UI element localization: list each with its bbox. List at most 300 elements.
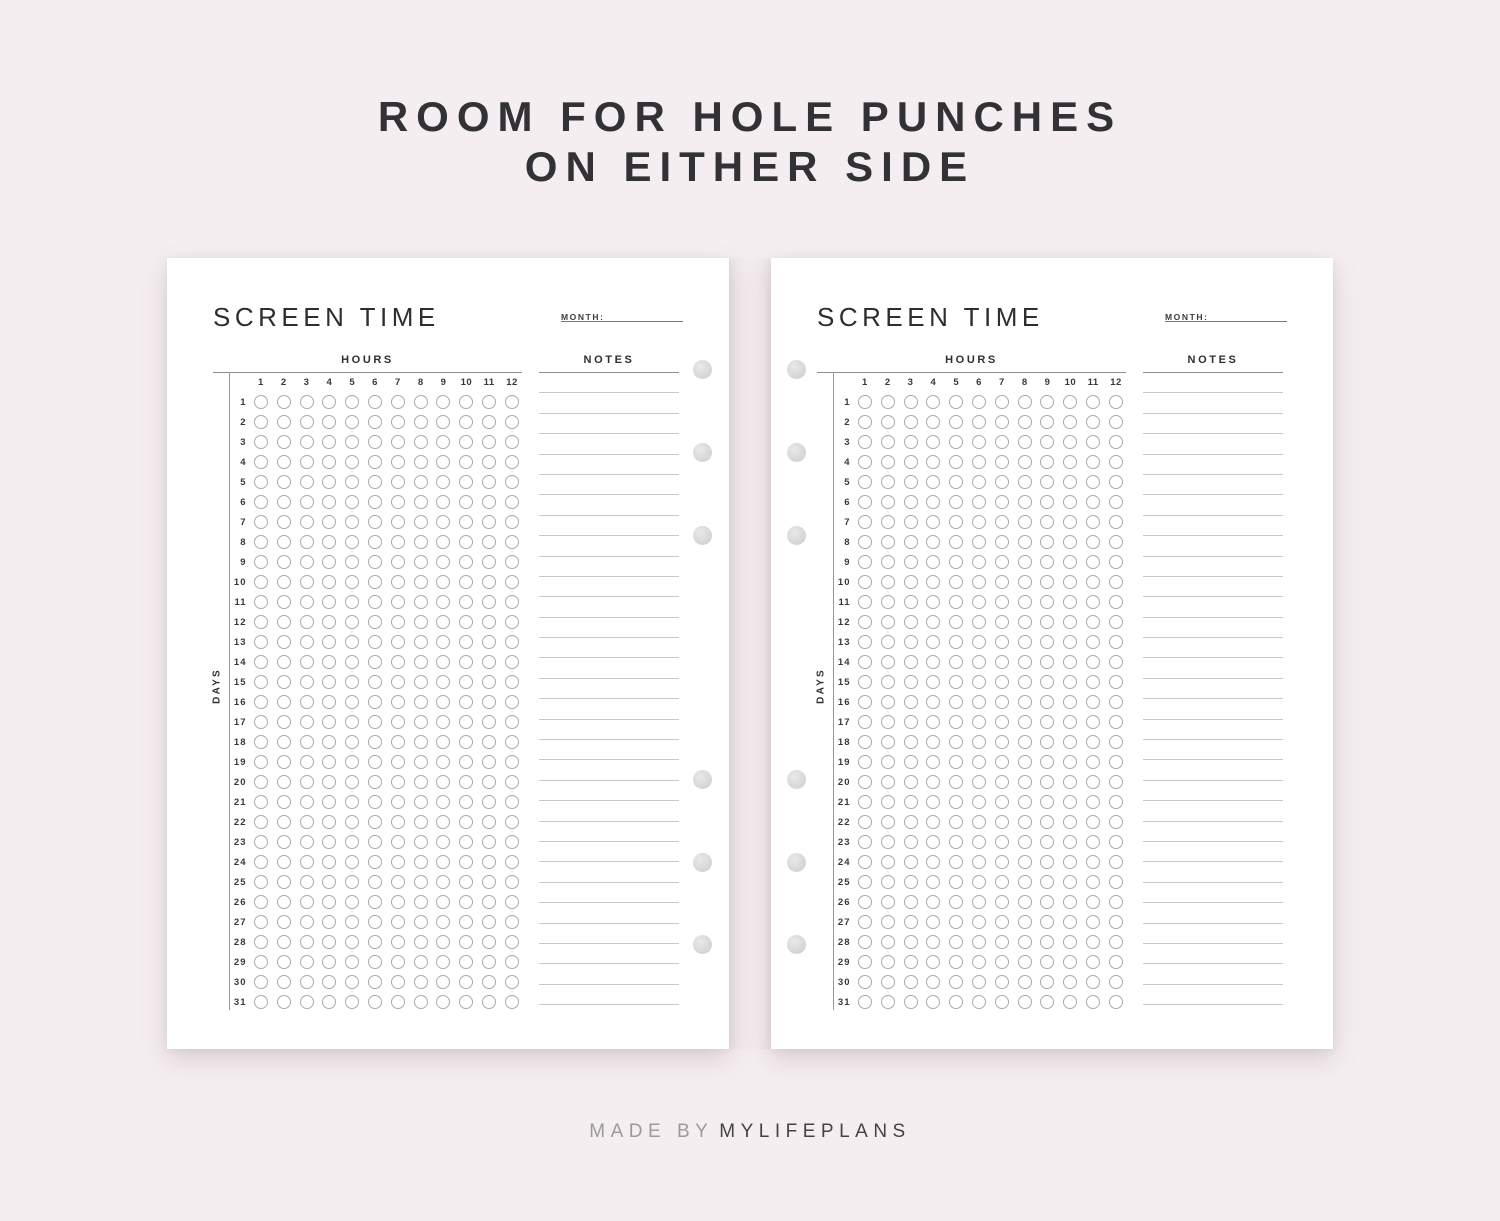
hour-bubble[interactable]: [300, 435, 314, 449]
hour-bubble[interactable]: [949, 515, 963, 529]
hour-bubble[interactable]: [949, 835, 963, 849]
hour-bubble[interactable]: [881, 675, 895, 689]
hour-bubble[interactable]: [858, 695, 872, 709]
hour-bubble[interactable]: [368, 655, 382, 669]
hour-bubble[interactable]: [254, 475, 268, 489]
hour-bubble[interactable]: [972, 815, 986, 829]
hour-bubble[interactable]: [368, 675, 382, 689]
hour-bubble[interactable]: [995, 595, 1009, 609]
hour-bubble[interactable]: [300, 695, 314, 709]
hour-bubble[interactable]: [858, 675, 872, 689]
hour-bubble[interactable]: [926, 535, 940, 549]
hour-bubble[interactable]: [414, 995, 428, 1009]
hour-bubble[interactable]: [1086, 995, 1100, 1009]
hour-bubble[interactable]: [436, 735, 450, 749]
hour-bubble[interactable]: [436, 955, 450, 969]
hour-bubble[interactable]: [1086, 935, 1100, 949]
hour-bubble[interactable]: [1063, 595, 1077, 609]
hour-bubble[interactable]: [1018, 655, 1032, 669]
hour-bubble[interactable]: [1018, 995, 1032, 1009]
hour-bubble[interactable]: [345, 855, 359, 869]
hour-bubble[interactable]: [368, 615, 382, 629]
hour-bubble[interactable]: [1109, 655, 1123, 669]
hour-bubble[interactable]: [1040, 755, 1054, 769]
hour-bubble[interactable]: [881, 475, 895, 489]
hour-bubble[interactable]: [1086, 675, 1100, 689]
hour-bubble[interactable]: [414, 475, 428, 489]
hour-bubble[interactable]: [505, 935, 519, 949]
hour-bubble[interactable]: [995, 715, 1009, 729]
hour-bubble[interactable]: [505, 735, 519, 749]
notes-line[interactable]: [1143, 495, 1283, 515]
hour-bubble[interactable]: [254, 535, 268, 549]
hour-bubble[interactable]: [1086, 715, 1100, 729]
hour-bubble[interactable]: [926, 815, 940, 829]
notes-line[interactable]: [1143, 720, 1283, 740]
hour-bubble[interactable]: [926, 695, 940, 709]
notes-line[interactable]: [1143, 801, 1283, 821]
hour-bubble[interactable]: [368, 495, 382, 509]
hour-bubble[interactable]: [254, 495, 268, 509]
hour-bubble[interactable]: [926, 915, 940, 929]
hour-bubble[interactable]: [459, 935, 473, 949]
hour-bubble[interactable]: [414, 795, 428, 809]
hour-bubble[interactable]: [881, 495, 895, 509]
hour-bubble[interactable]: [949, 415, 963, 429]
month-field[interactable]: [1165, 307, 1287, 322]
notes-line[interactable]: [1143, 964, 1283, 984]
hour-bubble[interactable]: [322, 675, 336, 689]
hour-bubble[interactable]: [1063, 935, 1077, 949]
hour-bubble[interactable]: [368, 995, 382, 1009]
hour-bubble[interactable]: [858, 595, 872, 609]
hour-bubble[interactable]: [345, 995, 359, 1009]
hour-bubble[interactable]: [505, 555, 519, 569]
hour-bubble[interactable]: [1109, 435, 1123, 449]
hour-bubble[interactable]: [972, 715, 986, 729]
hour-bubble[interactable]: [972, 695, 986, 709]
hour-bubble[interactable]: [1040, 695, 1054, 709]
hour-bubble[interactable]: [881, 995, 895, 1009]
hour-bubble[interactable]: [436, 415, 450, 429]
hour-bubble[interactable]: [1109, 775, 1123, 789]
hour-bubble[interactable]: [414, 455, 428, 469]
hour-bubble[interactable]: [277, 955, 291, 969]
hour-bubble[interactable]: [505, 795, 519, 809]
hour-bubble[interactable]: [414, 955, 428, 969]
hour-bubble[interactable]: [1018, 915, 1032, 929]
hour-bubble[interactable]: [858, 475, 872, 489]
hour-bubble[interactable]: [1086, 975, 1100, 989]
hour-bubble[interactable]: [1018, 855, 1032, 869]
hour-bubble[interactable]: [926, 875, 940, 889]
hour-bubble[interactable]: [972, 675, 986, 689]
hour-bubble[interactable]: [459, 895, 473, 909]
hour-bubble[interactable]: [1018, 595, 1032, 609]
hour-bubble[interactable]: [904, 415, 918, 429]
hour-bubble[interactable]: [322, 815, 336, 829]
hour-bubble[interactable]: [300, 835, 314, 849]
hour-bubble[interactable]: [881, 955, 895, 969]
hour-bubble[interactable]: [459, 995, 473, 1009]
hour-bubble[interactable]: [300, 935, 314, 949]
hour-bubble[interactable]: [1040, 875, 1054, 889]
hour-bubble[interactable]: [436, 475, 450, 489]
hour-bubble[interactable]: [414, 615, 428, 629]
hour-bubble[interactable]: [904, 835, 918, 849]
hour-bubble[interactable]: [904, 475, 918, 489]
hour-bubble[interactable]: [436, 755, 450, 769]
hour-bubble[interactable]: [254, 995, 268, 1009]
hour-bubble[interactable]: [391, 475, 405, 489]
hour-bubble[interactable]: [345, 935, 359, 949]
hour-bubble[interactable]: [505, 955, 519, 969]
hour-bubble[interactable]: [254, 655, 268, 669]
hour-bubble[interactable]: [322, 475, 336, 489]
hour-bubble[interactable]: [368, 715, 382, 729]
hour-bubble[interactable]: [414, 975, 428, 989]
hour-bubble[interactable]: [949, 555, 963, 569]
hour-bubble[interactable]: [277, 915, 291, 929]
hour-bubble[interactable]: [1018, 695, 1032, 709]
hour-bubble[interactable]: [345, 835, 359, 849]
hour-bubble[interactable]: [1018, 935, 1032, 949]
hour-bubble[interactable]: [482, 715, 496, 729]
hour-bubble[interactable]: [949, 455, 963, 469]
hour-bubble[interactable]: [1063, 535, 1077, 549]
hour-bubble[interactable]: [904, 995, 918, 1009]
hour-bubble[interactable]: [277, 775, 291, 789]
hour-bubble[interactable]: [972, 515, 986, 529]
hour-bubble[interactable]: [926, 675, 940, 689]
hour-bubble[interactable]: [858, 435, 872, 449]
hour-bubble[interactable]: [972, 795, 986, 809]
hour-bubble[interactable]: [345, 475, 359, 489]
hour-bubble[interactable]: [1109, 955, 1123, 969]
hour-bubble[interactable]: [322, 595, 336, 609]
hour-bubble[interactable]: [972, 495, 986, 509]
hour-bubble[interactable]: [926, 515, 940, 529]
hour-bubble[interactable]: [1040, 655, 1054, 669]
hour-bubble[interactable]: [436, 615, 450, 629]
hour-bubble[interactable]: [300, 735, 314, 749]
notes-line[interactable]: [539, 455, 679, 475]
hour-bubble[interactable]: [482, 555, 496, 569]
hour-bubble[interactable]: [322, 895, 336, 909]
hour-bubble[interactable]: [414, 835, 428, 849]
hour-bubble[interactable]: [414, 655, 428, 669]
hour-bubble[interactable]: [1109, 995, 1123, 1009]
hour-bubble[interactable]: [322, 395, 336, 409]
hour-bubble[interactable]: [972, 755, 986, 769]
hour-bubble[interactable]: [949, 935, 963, 949]
hour-bubble[interactable]: [995, 675, 1009, 689]
hour-bubble[interactable]: [995, 395, 1009, 409]
hour-bubble[interactable]: [881, 455, 895, 469]
notes-line[interactable]: [1143, 883, 1283, 903]
hour-bubble[interactable]: [1086, 735, 1100, 749]
hour-bubble[interactable]: [436, 675, 450, 689]
hour-bubble[interactable]: [436, 935, 450, 949]
hour-bubble[interactable]: [459, 975, 473, 989]
hour-bubble[interactable]: [1063, 415, 1077, 429]
hour-bubble[interactable]: [345, 915, 359, 929]
hour-bubble[interactable]: [505, 655, 519, 669]
hour-bubble[interactable]: [1018, 795, 1032, 809]
hour-bubble[interactable]: [858, 875, 872, 889]
hour-bubble[interactable]: [904, 575, 918, 589]
hour-bubble[interactable]: [1040, 955, 1054, 969]
hour-bubble[interactable]: [391, 535, 405, 549]
hour-bubble[interactable]: [1063, 895, 1077, 909]
hour-bubble[interactable]: [1040, 475, 1054, 489]
hour-bubble[interactable]: [277, 835, 291, 849]
hour-bubble[interactable]: [972, 655, 986, 669]
hour-bubble[interactable]: [345, 615, 359, 629]
hour-bubble[interactable]: [505, 455, 519, 469]
hour-bubble[interactable]: [254, 455, 268, 469]
hour-bubble[interactable]: [414, 695, 428, 709]
hour-bubble[interactable]: [322, 955, 336, 969]
hour-bubble[interactable]: [436, 695, 450, 709]
hour-bubble[interactable]: [322, 415, 336, 429]
hour-bubble[interactable]: [436, 915, 450, 929]
hour-bubble[interactable]: [277, 495, 291, 509]
hour-bubble[interactable]: [1040, 735, 1054, 749]
hour-bubble[interactable]: [391, 395, 405, 409]
hour-bubble[interactable]: [881, 915, 895, 929]
hour-bubble[interactable]: [1086, 895, 1100, 909]
hour-bubble[interactable]: [368, 435, 382, 449]
hour-bubble[interactable]: [300, 915, 314, 929]
notes-line[interactable]: [1143, 924, 1283, 944]
hour-bubble[interactable]: [1063, 395, 1077, 409]
hour-bubble[interactable]: [391, 935, 405, 949]
hour-bubble[interactable]: [459, 635, 473, 649]
hour-bubble[interactable]: [345, 755, 359, 769]
hour-bubble[interactable]: [949, 995, 963, 1009]
hour-bubble[interactable]: [1086, 835, 1100, 849]
hour-bubble[interactable]: [995, 815, 1009, 829]
hour-bubble[interactable]: [1040, 915, 1054, 929]
hour-bubble[interactable]: [926, 635, 940, 649]
hour-bubble[interactable]: [277, 895, 291, 909]
hour-bubble[interactable]: [949, 775, 963, 789]
hour-bubble[interactable]: [1018, 475, 1032, 489]
hour-bubble[interactable]: [505, 475, 519, 489]
hour-bubble[interactable]: [904, 455, 918, 469]
hour-bubble[interactable]: [1018, 515, 1032, 529]
hour-bubble[interactable]: [972, 995, 986, 1009]
hour-bubble[interactable]: [436, 815, 450, 829]
hour-bubble[interactable]: [1018, 735, 1032, 749]
notes-line[interactable]: [539, 760, 679, 780]
hour-bubble[interactable]: [881, 875, 895, 889]
notes-line[interactable]: [539, 557, 679, 577]
hour-bubble[interactable]: [414, 635, 428, 649]
hour-bubble[interactable]: [904, 775, 918, 789]
hour-bubble[interactable]: [482, 755, 496, 769]
hour-bubble[interactable]: [322, 975, 336, 989]
hour-bubble[interactable]: [482, 475, 496, 489]
hour-bubble[interactable]: [1109, 755, 1123, 769]
hour-bubble[interactable]: [345, 455, 359, 469]
hour-bubble[interactable]: [1063, 795, 1077, 809]
hour-bubble[interactable]: [1063, 835, 1077, 849]
hour-bubble[interactable]: [277, 395, 291, 409]
hour-bubble[interactable]: [459, 815, 473, 829]
hour-bubble[interactable]: [254, 715, 268, 729]
hour-bubble[interactable]: [322, 695, 336, 709]
hour-bubble[interactable]: [1109, 615, 1123, 629]
hour-bubble[interactable]: [1063, 575, 1077, 589]
hour-bubble[interactable]: [858, 975, 872, 989]
hour-bubble[interactable]: [368, 935, 382, 949]
hour-bubble[interactable]: [926, 715, 940, 729]
hour-bubble[interactable]: [995, 635, 1009, 649]
hour-bubble[interactable]: [926, 735, 940, 749]
hour-bubble[interactable]: [1086, 915, 1100, 929]
hour-bubble[interactable]: [858, 515, 872, 529]
hour-bubble[interactable]: [1086, 535, 1100, 549]
hour-bubble[interactable]: [345, 975, 359, 989]
hour-bubble[interactable]: [1040, 615, 1054, 629]
notes-line[interactable]: [1143, 414, 1283, 434]
hour-bubble[interactable]: [436, 635, 450, 649]
hour-bubble[interactable]: [881, 815, 895, 829]
hour-bubble[interactable]: [414, 395, 428, 409]
hour-bubble[interactable]: [1109, 515, 1123, 529]
hour-bubble[interactable]: [1040, 675, 1054, 689]
hour-bubble[interactable]: [368, 915, 382, 929]
hour-bubble[interactable]: [459, 395, 473, 409]
hour-bubble[interactable]: [345, 395, 359, 409]
hour-bubble[interactable]: [459, 515, 473, 529]
hour-bubble[interactable]: [436, 715, 450, 729]
hour-bubble[interactable]: [482, 495, 496, 509]
hour-bubble[interactable]: [1018, 755, 1032, 769]
hour-bubble[interactable]: [414, 855, 428, 869]
hour-bubble[interactable]: [505, 755, 519, 769]
hour-bubble[interactable]: [459, 615, 473, 629]
hour-bubble[interactable]: [926, 495, 940, 509]
hour-bubble[interactable]: [995, 435, 1009, 449]
hour-bubble[interactable]: [858, 755, 872, 769]
hour-bubble[interactable]: [858, 615, 872, 629]
hour-bubble[interactable]: [414, 495, 428, 509]
hour-bubble[interactable]: [1086, 815, 1100, 829]
hour-bubble[interactable]: [904, 895, 918, 909]
hour-bubble[interactable]: [436, 875, 450, 889]
hour-bubble[interactable]: [368, 635, 382, 649]
hour-bubble[interactable]: [949, 975, 963, 989]
hour-bubble[interactable]: [322, 575, 336, 589]
hour-bubble[interactable]: [482, 795, 496, 809]
hour-bubble[interactable]: [436, 775, 450, 789]
hour-bubble[interactable]: [391, 695, 405, 709]
hour-bubble[interactable]: [881, 595, 895, 609]
hour-bubble[interactable]: [949, 395, 963, 409]
hour-bubble[interactable]: [482, 955, 496, 969]
hour-bubble[interactable]: [368, 855, 382, 869]
hour-bubble[interactable]: [949, 615, 963, 629]
hour-bubble[interactable]: [1086, 455, 1100, 469]
hour-bubble[interactable]: [949, 695, 963, 709]
hour-bubble[interactable]: [391, 735, 405, 749]
hour-bubble[interactable]: [391, 715, 405, 729]
hour-bubble[interactable]: [505, 395, 519, 409]
hour-bubble[interactable]: [1109, 695, 1123, 709]
hour-bubble[interactable]: [858, 815, 872, 829]
hour-bubble[interactable]: [254, 915, 268, 929]
hour-bubble[interactable]: [277, 615, 291, 629]
notes-line[interactable]: [539, 924, 679, 944]
hour-bubble[interactable]: [414, 675, 428, 689]
hour-bubble[interactable]: [277, 575, 291, 589]
hour-bubble[interactable]: [254, 755, 268, 769]
hour-bubble[interactable]: [858, 855, 872, 869]
notes-line[interactable]: [1143, 985, 1283, 1005]
notes-line[interactable]: [1143, 516, 1283, 536]
hour-bubble[interactable]: [995, 475, 1009, 489]
hour-bubble[interactable]: [858, 795, 872, 809]
hour-bubble[interactable]: [414, 435, 428, 449]
hour-bubble[interactable]: [277, 695, 291, 709]
hour-bubble[interactable]: [436, 895, 450, 909]
notes-line[interactable]: [539, 822, 679, 842]
notes-line[interactable]: [539, 414, 679, 434]
hour-bubble[interactable]: [277, 515, 291, 529]
hour-bubble[interactable]: [972, 395, 986, 409]
hour-bubble[interactable]: [904, 395, 918, 409]
hour-bubble[interactable]: [1063, 615, 1077, 629]
hour-bubble[interactable]: [926, 975, 940, 989]
hour-bubble[interactable]: [926, 755, 940, 769]
hour-bubble[interactable]: [459, 875, 473, 889]
hour-bubble[interactable]: [1018, 455, 1032, 469]
notes-line[interactable]: [1143, 822, 1283, 842]
hour-bubble[interactable]: [254, 615, 268, 629]
hour-bubble[interactable]: [1040, 995, 1054, 1009]
hour-bubble[interactable]: [459, 535, 473, 549]
hour-bubble[interactable]: [949, 635, 963, 649]
hour-bubble[interactable]: [1086, 415, 1100, 429]
hour-bubble[interactable]: [414, 575, 428, 589]
hour-bubble[interactable]: [345, 675, 359, 689]
hour-bubble[interactable]: [972, 475, 986, 489]
hour-bubble[interactable]: [300, 535, 314, 549]
hour-bubble[interactable]: [881, 855, 895, 869]
hour-bubble[interactable]: [1109, 415, 1123, 429]
hour-bubble[interactable]: [368, 535, 382, 549]
hour-bubble[interactable]: [391, 995, 405, 1009]
hour-bubble[interactable]: [995, 975, 1009, 989]
hour-bubble[interactable]: [1063, 735, 1077, 749]
hour-bubble[interactable]: [368, 875, 382, 889]
hour-bubble[interactable]: [345, 555, 359, 569]
hour-bubble[interactable]: [858, 995, 872, 1009]
hour-bubble[interactable]: [505, 775, 519, 789]
hour-bubble[interactable]: [949, 735, 963, 749]
hour-bubble[interactable]: [459, 675, 473, 689]
hour-bubble[interactable]: [254, 875, 268, 889]
hour-bubble[interactable]: [482, 455, 496, 469]
hour-bubble[interactable]: [482, 655, 496, 669]
hour-bubble[interactable]: [368, 695, 382, 709]
notes-line[interactable]: [539, 842, 679, 862]
hour-bubble[interactable]: [1086, 795, 1100, 809]
hour-bubble[interactable]: [881, 895, 895, 909]
